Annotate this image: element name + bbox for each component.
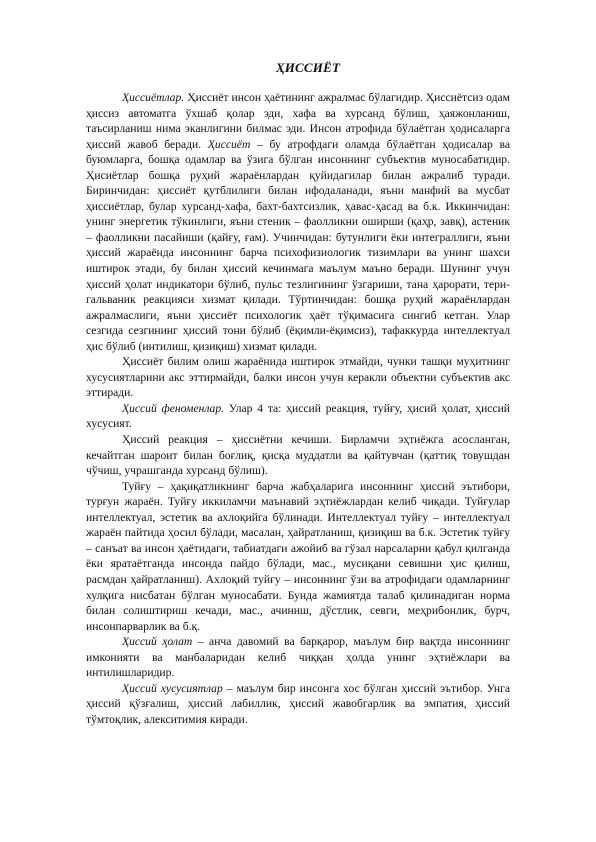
paragraph-term: Ҳиссий феноменлар. xyxy=(122,401,225,415)
paragraph-text: – маълум бир инсонга хос бўлган ҳиссий эътибор. Унга ҳиссий қўзғалиш, ҳиссий лабиллик, ҳиссий жавобгарлик ва эмпатия, ҳиссий тўмтоқлик, алекситимия киради. xyxy=(86,681,510,726)
paragraph-phenomena xyxy=(86,401,510,432)
paragraph-text: Ҳиссиёт инсон ҳаётининг ажралмас бўлагидир. Ҳиссиётсиз одам ҳиссиз автоматга ўхшаб қолар эди, хафа ва хурсанд бўлиш, ҳаяжонланиш, таъсирланиш нима эканлигини билмас эди. Инсон атрофида бўлаётган ҳодисаларга ҳиссий жавоб беради. xyxy=(86,91,510,151)
paragraph-term: Ҳиссий ҳолат xyxy=(122,635,193,649)
paragraph-feeling xyxy=(86,479,510,634)
paragraph-term: Ҳиссий хусусиятлар xyxy=(122,681,223,695)
paragraph-reaction xyxy=(86,432,510,479)
paragraph-text: Улар 4 та: ҳиссий реакция, туйғу, ҳисий ҳолат, ҳиссий хусусият. xyxy=(86,401,510,431)
paragraph-term-2: Ҳиссиёт xyxy=(207,137,251,151)
paragraph-text-2: – бу атрофдаги оламда бўлаётган ҳодисалар ва буюмларга, бошқа одамлар ва ўзига бўлган инсоннинг субъектив муносабатидир. Ҳисиётлар бошқа руҳий жараёнлардан қуйидагилар билан ажралиб туради. Биринчидан: ҳиссиёт қутблилиги билан ифодаланади, яъни манфий ва мусбат ҳиссиётлар, булар хурсанд-хафа, бахт-бахтсизлик, ҳавас-ҳасад ва б.к. Иккинчидан: унинг энергетик тўкинлиги, яъни стеник – фаолликни оширши (қаҳр, завқ), астеник – фаолликни пасайиши (қайғу, ғам). Учинчидан: бутунлиги ёки интеграллиги, яъни ҳиссий жараёнда инсоннинг барча психофизиологик тизимлари ва унинг шахси иштирок этади, бу билан ҳиссий кечинмага маълум маъно беради. Шунинг учун ҳиссий ҳолат индикатори бўлиб, пульс тезлигининг ўзгариши, тана ҳарорати, тери-гальваник реакцияси хизмат қилади. Тўртинчидан: бошқа руҳий жараёнлардан ажралмаслиги, яъни ҳиссиёт психологик ҳаёт тўқимасига сингиб кетган. Улар сезгида сезгининг ҳиссий тони бўлиб (ёқимли-ёқимсиз), тафаккурда интеллектуал ҳис бўлиб (интилиш, қизиқиш) хизмат қилади. xyxy=(86,137,510,353)
page-title: ҲИССИЁТ xyxy=(275,60,341,75)
paragraph-text: Ҳиссий реакция – ҳиссиётни кечиши. Бирламчи эҳтиёжга асосланган, кечайтган шароит билан боғлиқ, қисқа муддатли ва қайтувчан (қаттиқ товушдан чўчиш, учрашганда хурсанд бўлиш). xyxy=(86,433,510,478)
paragraph-cognition xyxy=(86,354,510,401)
paragraph-text: Туйғу – ҳақиқатликнинг барча жабҳаларига инсоннинг ҳиссий эътибори, турғун жараён. Туйғу иккиламчи маънавий эҳтиёжлардан келиб чиқади. Туйғулар интеллектуал, эстетик ва ахлоқийга бўлинади. Интеллектуал туйғу – интеллектуал жараён пайтида ҳосил бўлади, масалан, ҳайратланиш, қизиқиш ва б.к. Эстетик туйғу – санъат ва инсон ҳаётидаги, табиатдаги ажойиб ва гўзал нарсаларни қабул қилганда ёки яратаётганда инсонда пайдо бўлади, мас., мусиқани севишни ҳис қилиш, расмдан ҳайратланиш). Ахлоқий туйғу – инсоннинг ўзи ва атрофидаги одамларнинг хулқига нисбатан бўлган муносабати. Бунда жамиятда талаб қилинадиган норма билан солиштириш кечади, мас., ачиниш, дўстлик, севги, меҳрибонлик, бурч, инсонпарварлик ва б.қ. xyxy=(86,479,510,633)
paragraph-emotions xyxy=(86,90,510,354)
paragraph-traits xyxy=(86,681,510,728)
paragraph-term: Ҳиссиётлар. xyxy=(122,91,185,104)
paragraph-text: – анча давомий ва барқарор, маълум бир вақтда инсоннинг имконияти ва манбаларидан келиб чиққан ҳолда унинг эҳтиёжлари ва интилишларидир. xyxy=(86,635,510,680)
paragraph-state xyxy=(86,634,510,681)
paragraph-text: Ҳиссиёт билим олиш жараёнида иштирок этмайди, чунки ташқи муҳитнинг хусусиятларини акс эттирмайди, балки инсон учун керакли объектни субъектив акс эттиради. xyxy=(86,355,510,400)
